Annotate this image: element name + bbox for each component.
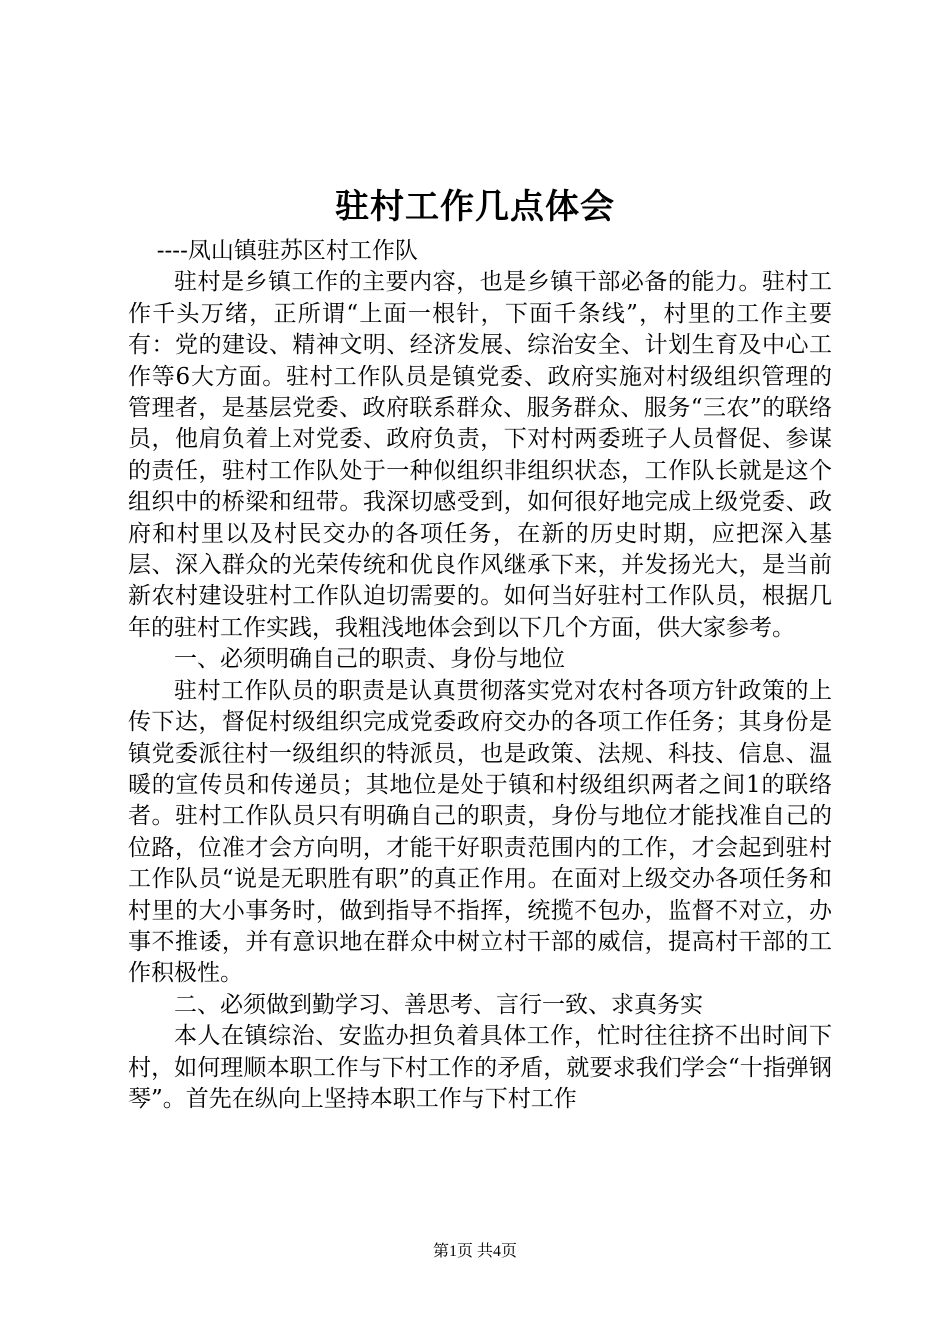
paragraph-intro: 驻村是乡镇工作的主要内容，也是乡镇干部必备的能力。驻村工作千头万绪，正所谓“上面一根针，下面千条线”，村里的工作主要有：党的建设、精神文明、经济发展、综治安全、计划生育及中心工作等6大方面。驻村工作队员是镇党委、政府实施对村级组织管理的管理者，是基层党委、政府联系群众、服务群众、服务“三农”的联络员，他肩负着上对党委、政府负责，下对村两委班子人员督促、参谋的责任，驻村工作队处于一种似组织非组织状态，工作队长就是这个组织中的桥梁和纽带。我深切感受到，如何很好地完成上级党委、政府和村里以及村民交办的各项任务，在新的历史时期，应把深入基层、深入群众的光荣传统和优良作风继承下来，并发扬光大，是当前新农村建设驻村工作队迫切需要的。如何当好驻村工作队员，根据几年的驻村工作实践，我粗浅地体会到以下几个方面，供大家参考。 (128, 269, 832, 641)
page-footer: 第1页 共4页 (432, 1243, 517, 1260)
paragraph-section-2: 本人在镇综治、安监办担负着具体工作，忙时往往挤不出时间下村，如何理顺本职工作与下村工作的矛盾，就要求我们学会“十指弹钢琴”。首先在纵向上坚持本职工作与下村工作 (128, 1023, 832, 1112)
document-subtitle: ----凤山镇驻苏区村工作队 (156, 238, 418, 264)
section-heading-2: 二、必须做到勤学习、善思考、言行一致、求真务实 (174, 991, 703, 1018)
paragraph-section-1: 驻村工作队员的职责是认真贯彻落实党对农村各项方针政策的上传下达，督促村级组织完成党委政府交办的各项工作任务；其身份是镇党委派往村一级组织的特派员，也是政策、法规、科技、信息、温暖的宣传员和传递员；其地位是处于镇和村级组织两者之间1的联络者。驻村工作队员只有明确自己的职责，身份与地位才能找准自己的位路，位准才会方向明，才能干好职责范围内的工作，才会起到驻村工作队员“说是无职胜有职”的真正作用。在面对上级交办各项任务和村里的大小事务时，做到指导不指挥，统揽不包办，监督不对立，办事不推诿，并有意识地在群众中树立村干部的威信，提高村干部的工作积极性。 (128, 677, 832, 987)
document-title: 驻村工作几点体会 (335, 187, 615, 227)
document-body (128, 236, 832, 1115)
section-heading-1: 一、必须明确自己的职责、身份与地位 (174, 646, 565, 673)
